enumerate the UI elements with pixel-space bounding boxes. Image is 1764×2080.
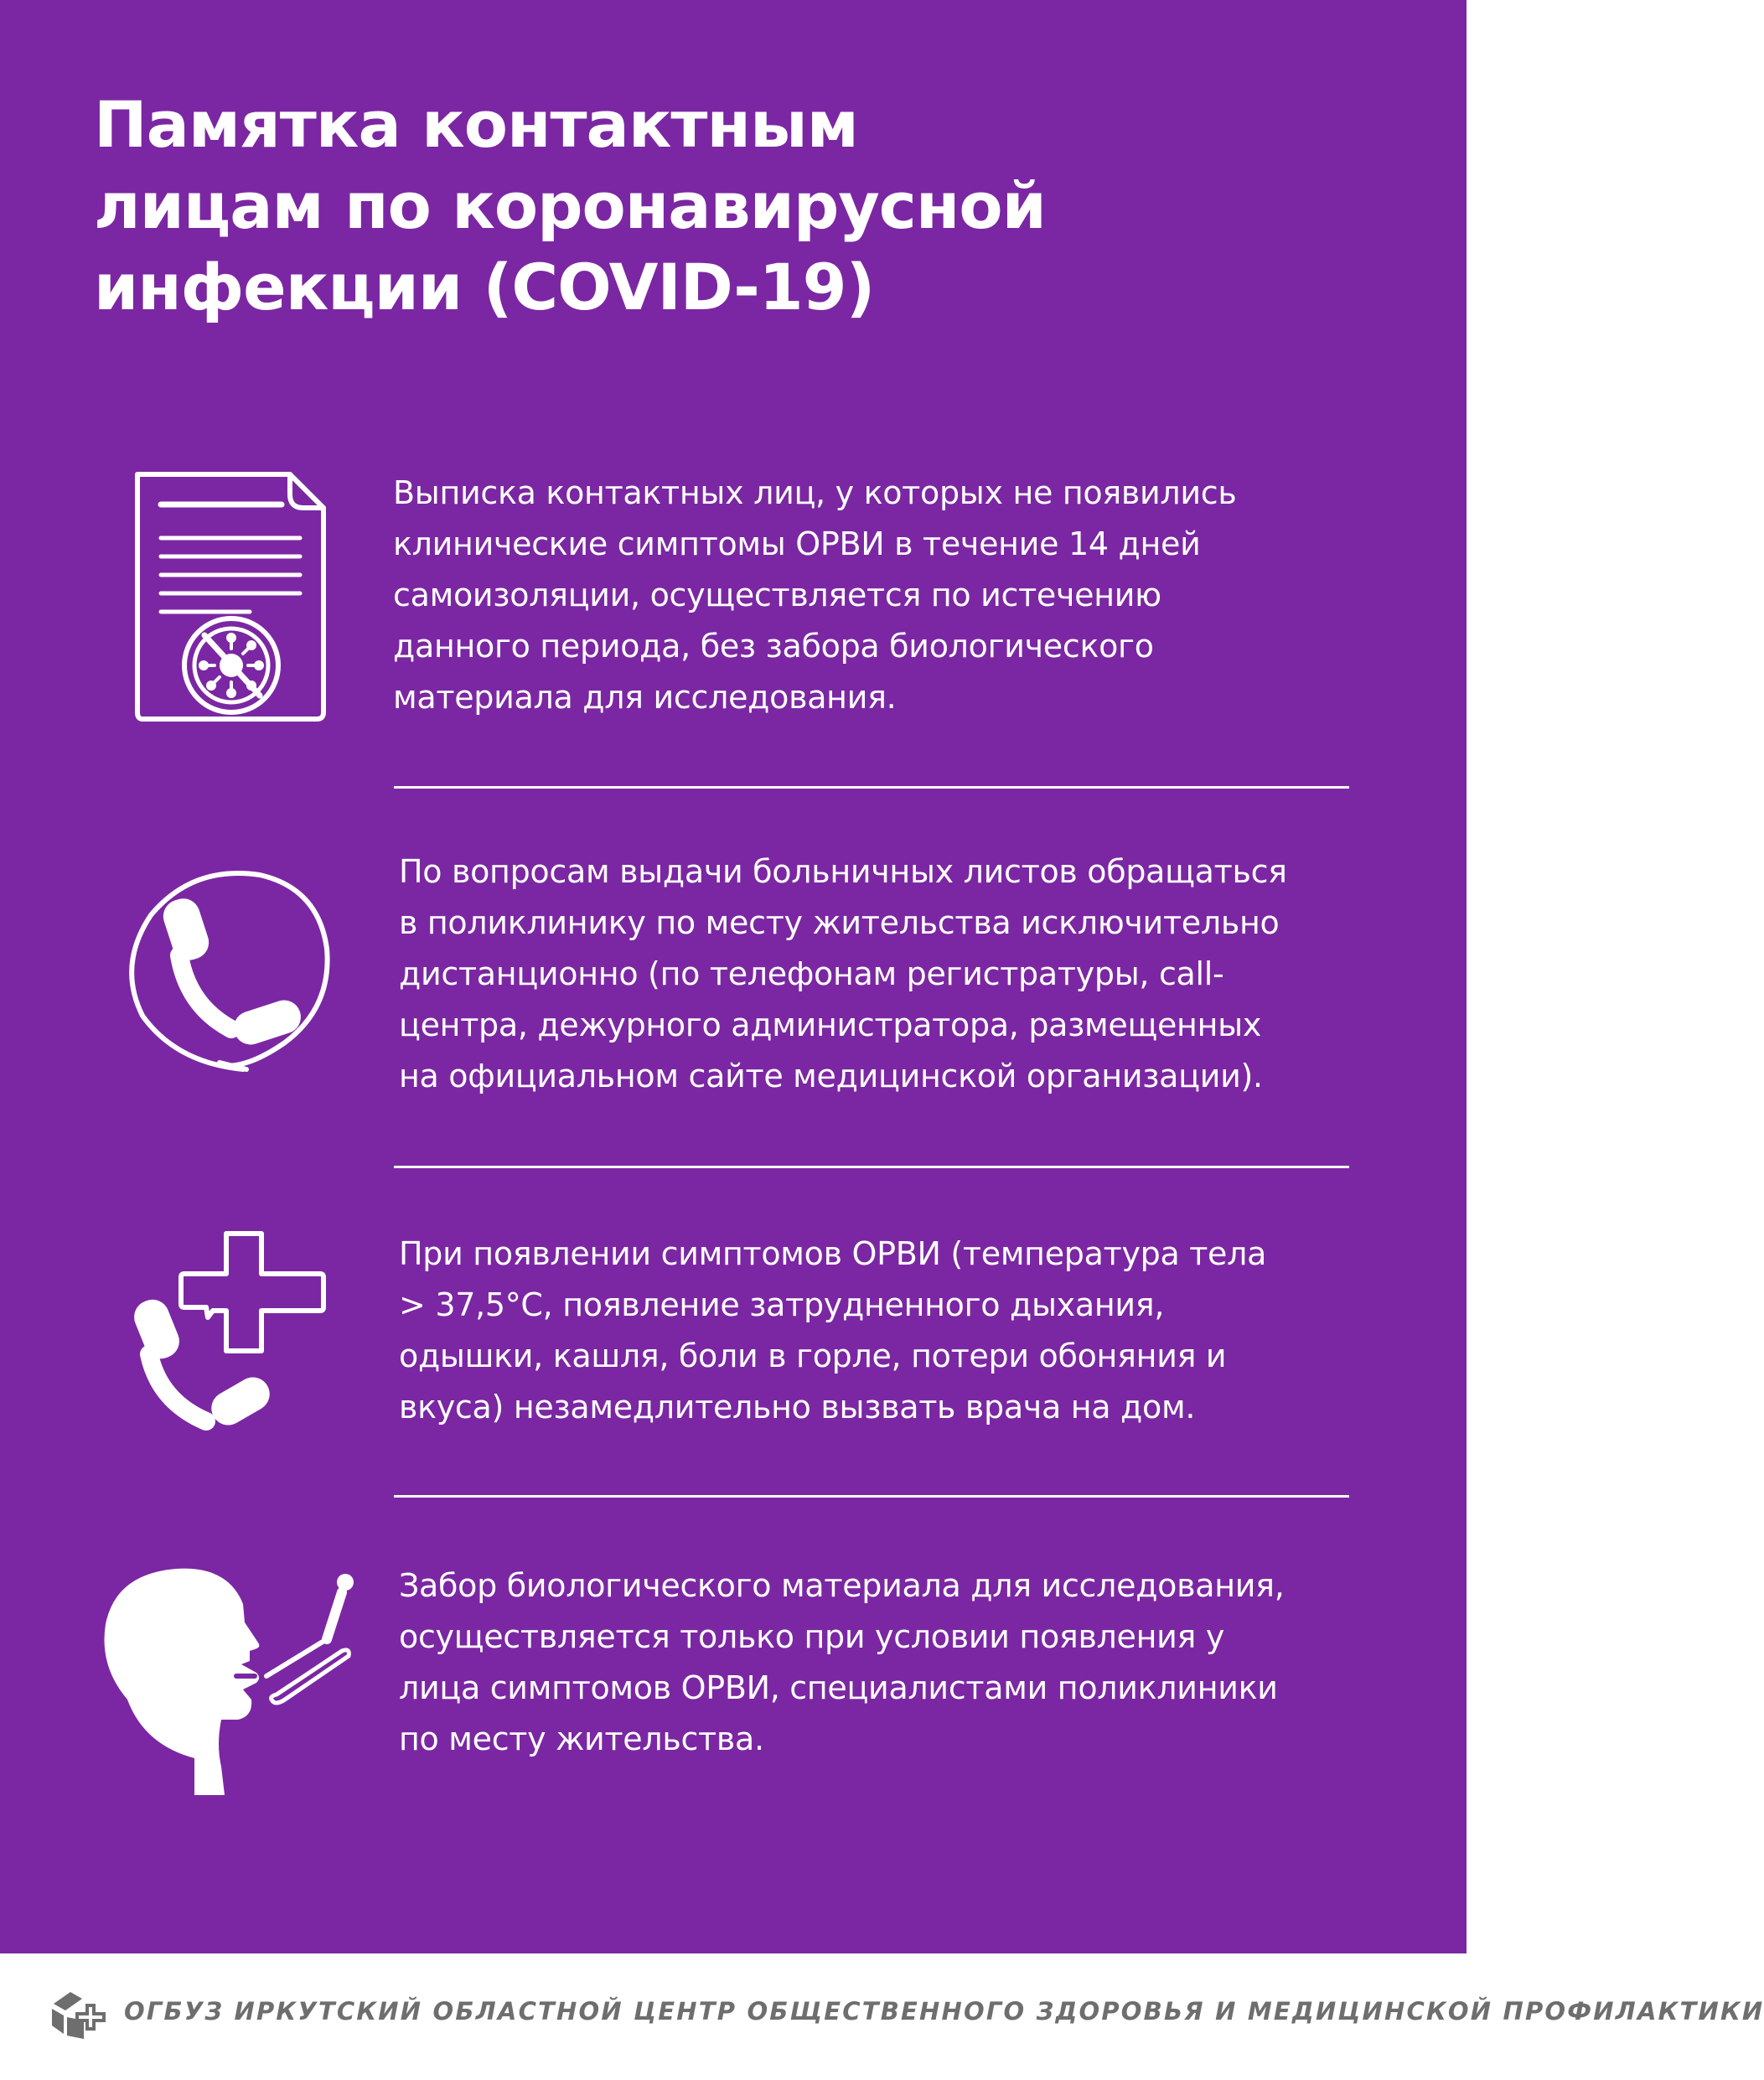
item-text-line: в поликлинику по месту жительства исключительно: [399, 904, 1280, 941]
item-text-line: на официальном сайте медицинской организации).: [399, 1058, 1263, 1094]
organization-name: ОГБУЗ ИРКУТСКИЙ ОБЛАСТНОЙ ЦЕНТР ОБЩЕСТВЕННОГО ЗДОРОВЬЯ И МЕДИЦИНСКОЙ ПРОФИЛАКТИКИ: [124, 1997, 1764, 2026]
throat-swab-icon: [94, 1565, 362, 1795]
item-text-line: При появлении симптомов ОРВИ (температура тела: [399, 1235, 1267, 1272]
phone-call-icon: [126, 865, 335, 1074]
footer: [0, 1953, 1764, 2080]
item-text-line: центра, дежурного администратора, размещенных: [399, 1006, 1262, 1043]
item-text: [399, 1560, 1284, 1765]
item-text-line: осуществляется только при условии появления у: [399, 1618, 1225, 1655]
title-line: лицам по коронавирусной: [94, 168, 1046, 243]
item-text-line: данного периода, без забора биологического: [393, 628, 1154, 665]
item-text-line: клинические симптомы ОРВИ в течение 14 дней: [393, 525, 1201, 562]
page-title: [94, 84, 1046, 328]
item-text: [393, 468, 1236, 723]
title-line: Памятка контактным: [94, 87, 858, 162]
item-text-line: Выписка контактных лиц, у которых не появились: [393, 474, 1237, 511]
item-text-line: самоизоляции, осуществляется по истечению: [393, 577, 1161, 613]
item-text-line: одышки, кашля, боли в горле, потери обоняния и: [399, 1338, 1227, 1374]
phone-medical-cross-icon: [126, 1229, 327, 1438]
item-text: [399, 846, 1287, 1102]
item-text-line: вкуса) незамедлительно вызвать врача на дом.: [399, 1389, 1196, 1425]
document-virus-icon: [132, 469, 330, 726]
item-text: [399, 1229, 1266, 1433]
item-text-line: Забор биологического материала для исследования,: [399, 1567, 1285, 1604]
divider: [394, 1166, 1349, 1168]
title-line: инфекции (COVID-19): [94, 250, 875, 324]
divider: [394, 1495, 1349, 1498]
divider: [394, 786, 1349, 789]
item-text-line: > 37,5°С, появление затрудненного дыхания,: [399, 1286, 1165, 1323]
medical-cross-logo-icon: [49, 1987, 112, 2042]
item-text-line: по месту жительства.: [399, 1720, 764, 1757]
item-text-line: лица симптомов ОРВИ, специалистами поликлиники: [399, 1669, 1278, 1706]
item-text-line: дистанционно (по телефонам регистратуры, call-: [399, 955, 1224, 992]
item-text-line: По вопросам выдачи больничных листов обращаться: [399, 853, 1287, 890]
item-text-line: материала для исследования.: [393, 679, 897, 716]
